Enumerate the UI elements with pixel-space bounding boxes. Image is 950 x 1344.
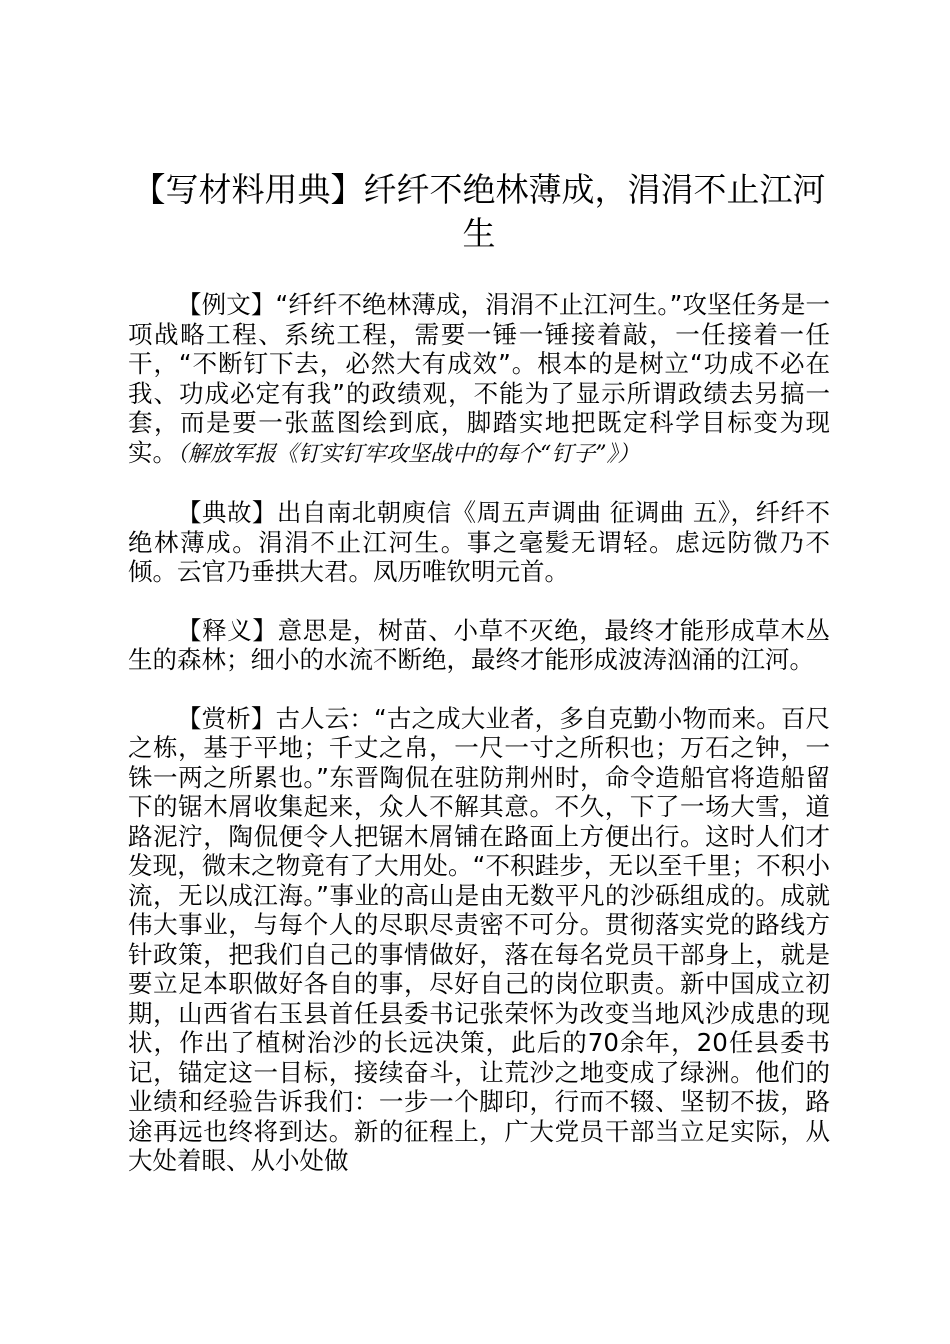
- document-title: 【写材料用典】纤纤不绝林薄成，涓涓不止江河生: [132, 170, 826, 253]
- analysis-tag: 【赏析】: [177, 703, 276, 733]
- example-tag: 【例文】: [177, 290, 276, 319]
- paragraph-meaning: [128, 616, 830, 675]
- meaning-text: 意思是，树苗、小草不灭绝，最终才能形成草木丛生的森林；细小的水流不断绝，最终才能形成波涛汹涌的江河。: [128, 615, 831, 674]
- allusion-tag: 【典故】: [177, 498, 277, 527]
- meaning-tag: 【释义】: [177, 615, 278, 645]
- allusion-text: 出自南北朝庾信《周五声调曲 征调曲 五》，纤纤不绝林薄成。涓涓不止江河生。事之毫髪无谓轻。虑远防微乃不倾。云官乃垂拱大君。凤历唯钦明元首。: [128, 498, 831, 586]
- paragraph-analysis: [128, 704, 830, 1176]
- example-text: “纤纤不绝林薄成，涓涓不止江河生。”攻坚任务是一项战略工程、系统工程，需要一锤一锤接着敲，一任接着一任干，“不断钉下去，必然大有成效”。根本的是树立“功成不必在我、功成必定有我”的政绩观，不能为了显示所谓政绩去另搞一套，而是要一张蓝图绘到底，脚踏实地把既定科学目标变为现实。: [128, 290, 831, 467]
- example-source: （解放军报《钉实钉牢攻坚战中的每个“钉子”》）: [177, 441, 640, 467]
- paragraph-allusion: [128, 498, 830, 587]
- document-page: [128, 168, 830, 1205]
- paragraph-example: [128, 290, 830, 469]
- analysis-text: 古人云：“古之成大业者，多自克勤小物而来。百尺之栋，基于平地；千丈之帛，一尺一寸之所积也；万石之钟，一铢一两之所累也。”东晋陶侃在驻防荆州时，命令造船官将造船留下的锯木屑收集起来，众人不解其意。不久，下了一场大雪，道路泥泞，陶侃便令人把锯木屑铺在路面上方便出行。这时人们才发现，微末之物竟有了大用处。“不积跬步，无以至千里；不积小流，无以成江海。”事业的高山是由无数平凡的沙砾组成的。成就伟大事业，与每个人的尽职尽责密不可分。贯彻落实党的路线方针政策，把我们自己的事情做好，落在每名党员干部身上，就是要立足本职做好各自的事，尽好自己的岗位职责。新中国成立初期，山西省右玉县首任县委书记张荣怀为改变当地风沙成患的现状，作出了植树治沙的长远决策，此后的70余年，20任县委书记，锚定这一目标，接续奋斗，让荒沙之地变成了绿洲。他们的业绩和经验告诉我们：一步一个脚印，行而不辍、坚韧不拔，路途再远也终将到达。新的征程上，广大党员干部当立足实际，从大处着眼、从小处做: [128, 703, 830, 1175]
